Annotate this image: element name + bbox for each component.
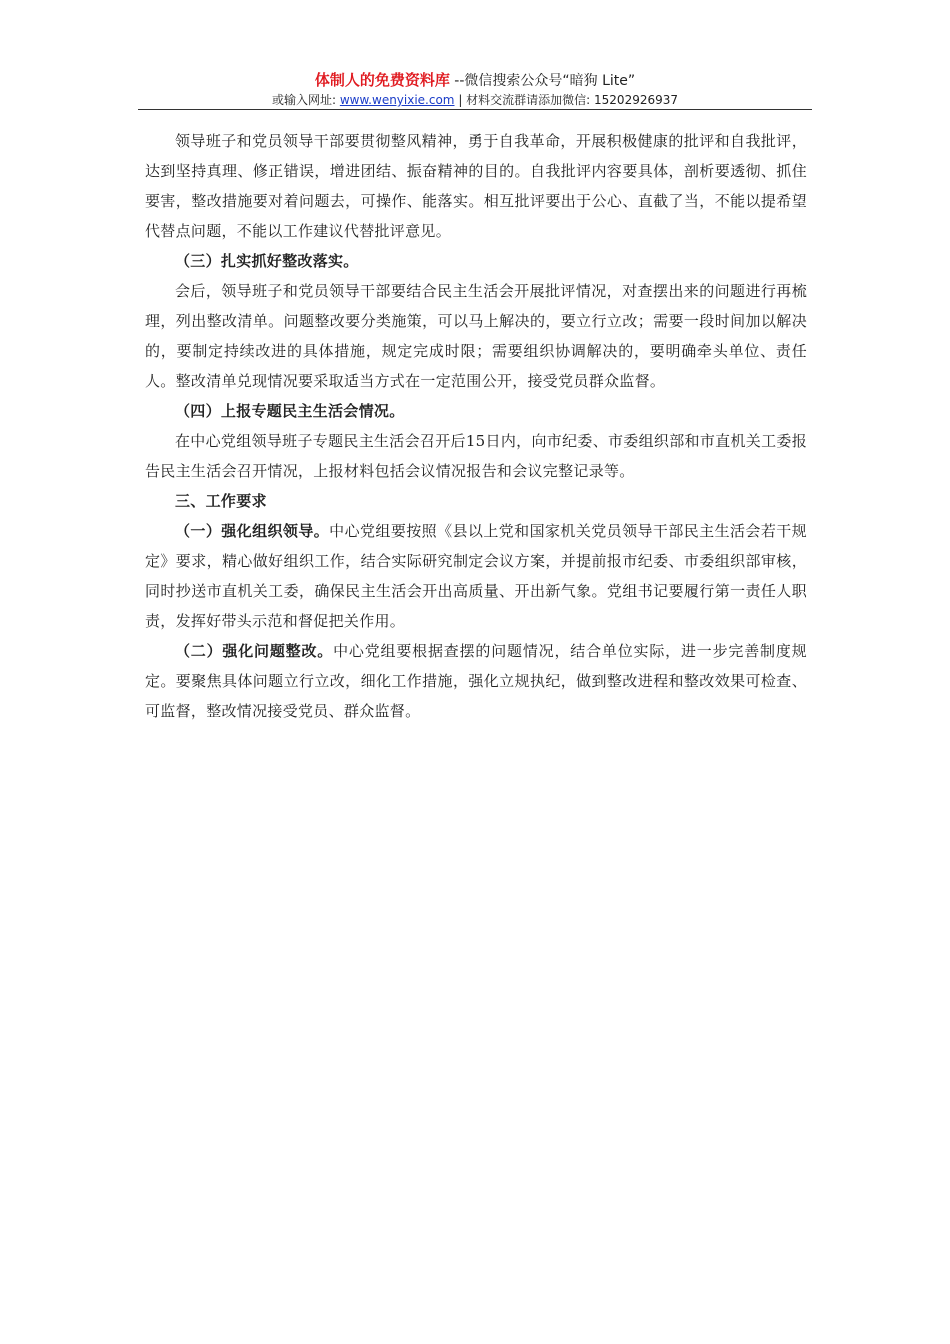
brand-name: 体制人的免费资料库 [314, 71, 450, 89]
header-divider [138, 109, 812, 110]
heading-rectification: （三）扎实抓好整改落实。 [175, 252, 359, 270]
paragraph-report: 在中心党组领导班子专题民主生活会召开后15日内，向市纪委、市委组织部和市直机关工委报告民主生活会召开情况，上报材料包括会议情况报告和会议完整记录等。 [145, 432, 807, 480]
paragraph-rectification: 会后，领导班子和党员领导干部要结合民主生活会开展批评情况，对查摆出来的问题进行再梳理，列出整改清单。问题整改要分类施策，可以马上解决的，要立行立改；需要一段时间加以解决的，要制定持续改进的具体措施，规定完成时限；需要组织协调解决的，要明确牵头单位、责任人。整改清单兑现情况要采取适当方式在一定范围公开，接受党员群众监督。 [145, 282, 807, 390]
paragraph-requirement-1 [145, 516, 807, 636]
requirement-2-title: （二）强化问题整改。 [175, 642, 334, 660]
paragraph-requirement-2 [145, 636, 807, 726]
contact-info: | 材料交流群请添加微信: 15202926937 [454, 93, 679, 107]
requirement-1-text: 中心党组要按照《县以上党和国家机关党员领导干部民主生活会若干规定》要求，精心做好组织工作，结合实际研究制定会议方案，并提前报市纪委、市委组织部审核，同时抄送市直机关工委，确保民主生活会开出高质量、开出新气象。党组书记要履行第一责任人职责，发挥好带头示范和督促把关作用。 [145, 522, 807, 630]
requirement-1-title: （一）强化组织领导。 [175, 522, 330, 540]
header-tagline: --微信搜索公众号“暗狗 Lite” [449, 73, 636, 89]
site-prefix: 或输入网址: [271, 93, 340, 107]
heading-report: （四）上报专题民主生活会情况。 [175, 402, 405, 420]
requirement-2-text: 中心党组要根据查摆的问题情况，结合单位实际，进一步完善制度规定。要聚焦具体问题立行立改，细化工作措施，强化立规执纪，做到整改进程和整改效果可检查、可监督，整改情况接受党员、群众监督。 [145, 642, 807, 720]
header-contact-line [138, 91, 812, 109]
page-header [138, 70, 812, 109]
header-banner [138, 70, 812, 91]
site-link[interactable]: www.wenyixie.com [339, 93, 455, 107]
section-work-requirements: 三、工作要求 [175, 492, 267, 510]
paragraph-criticism: 领导班子和党员领导干部要贯彻整风精神，勇于自我革命，开展积极健康的批评和自我批评，达到坚持真理、修正错误，增进团结、振奋精神的目的。自我批评内容要具体，剖析要透彻、抓住要害，整改措施要对着问题去，可操作、能落实。相互批评要出于公心、直截了当，不能以提希望代替点问题，不能以工作建议代替批评意见。 [145, 132, 807, 240]
document-body [145, 126, 807, 726]
